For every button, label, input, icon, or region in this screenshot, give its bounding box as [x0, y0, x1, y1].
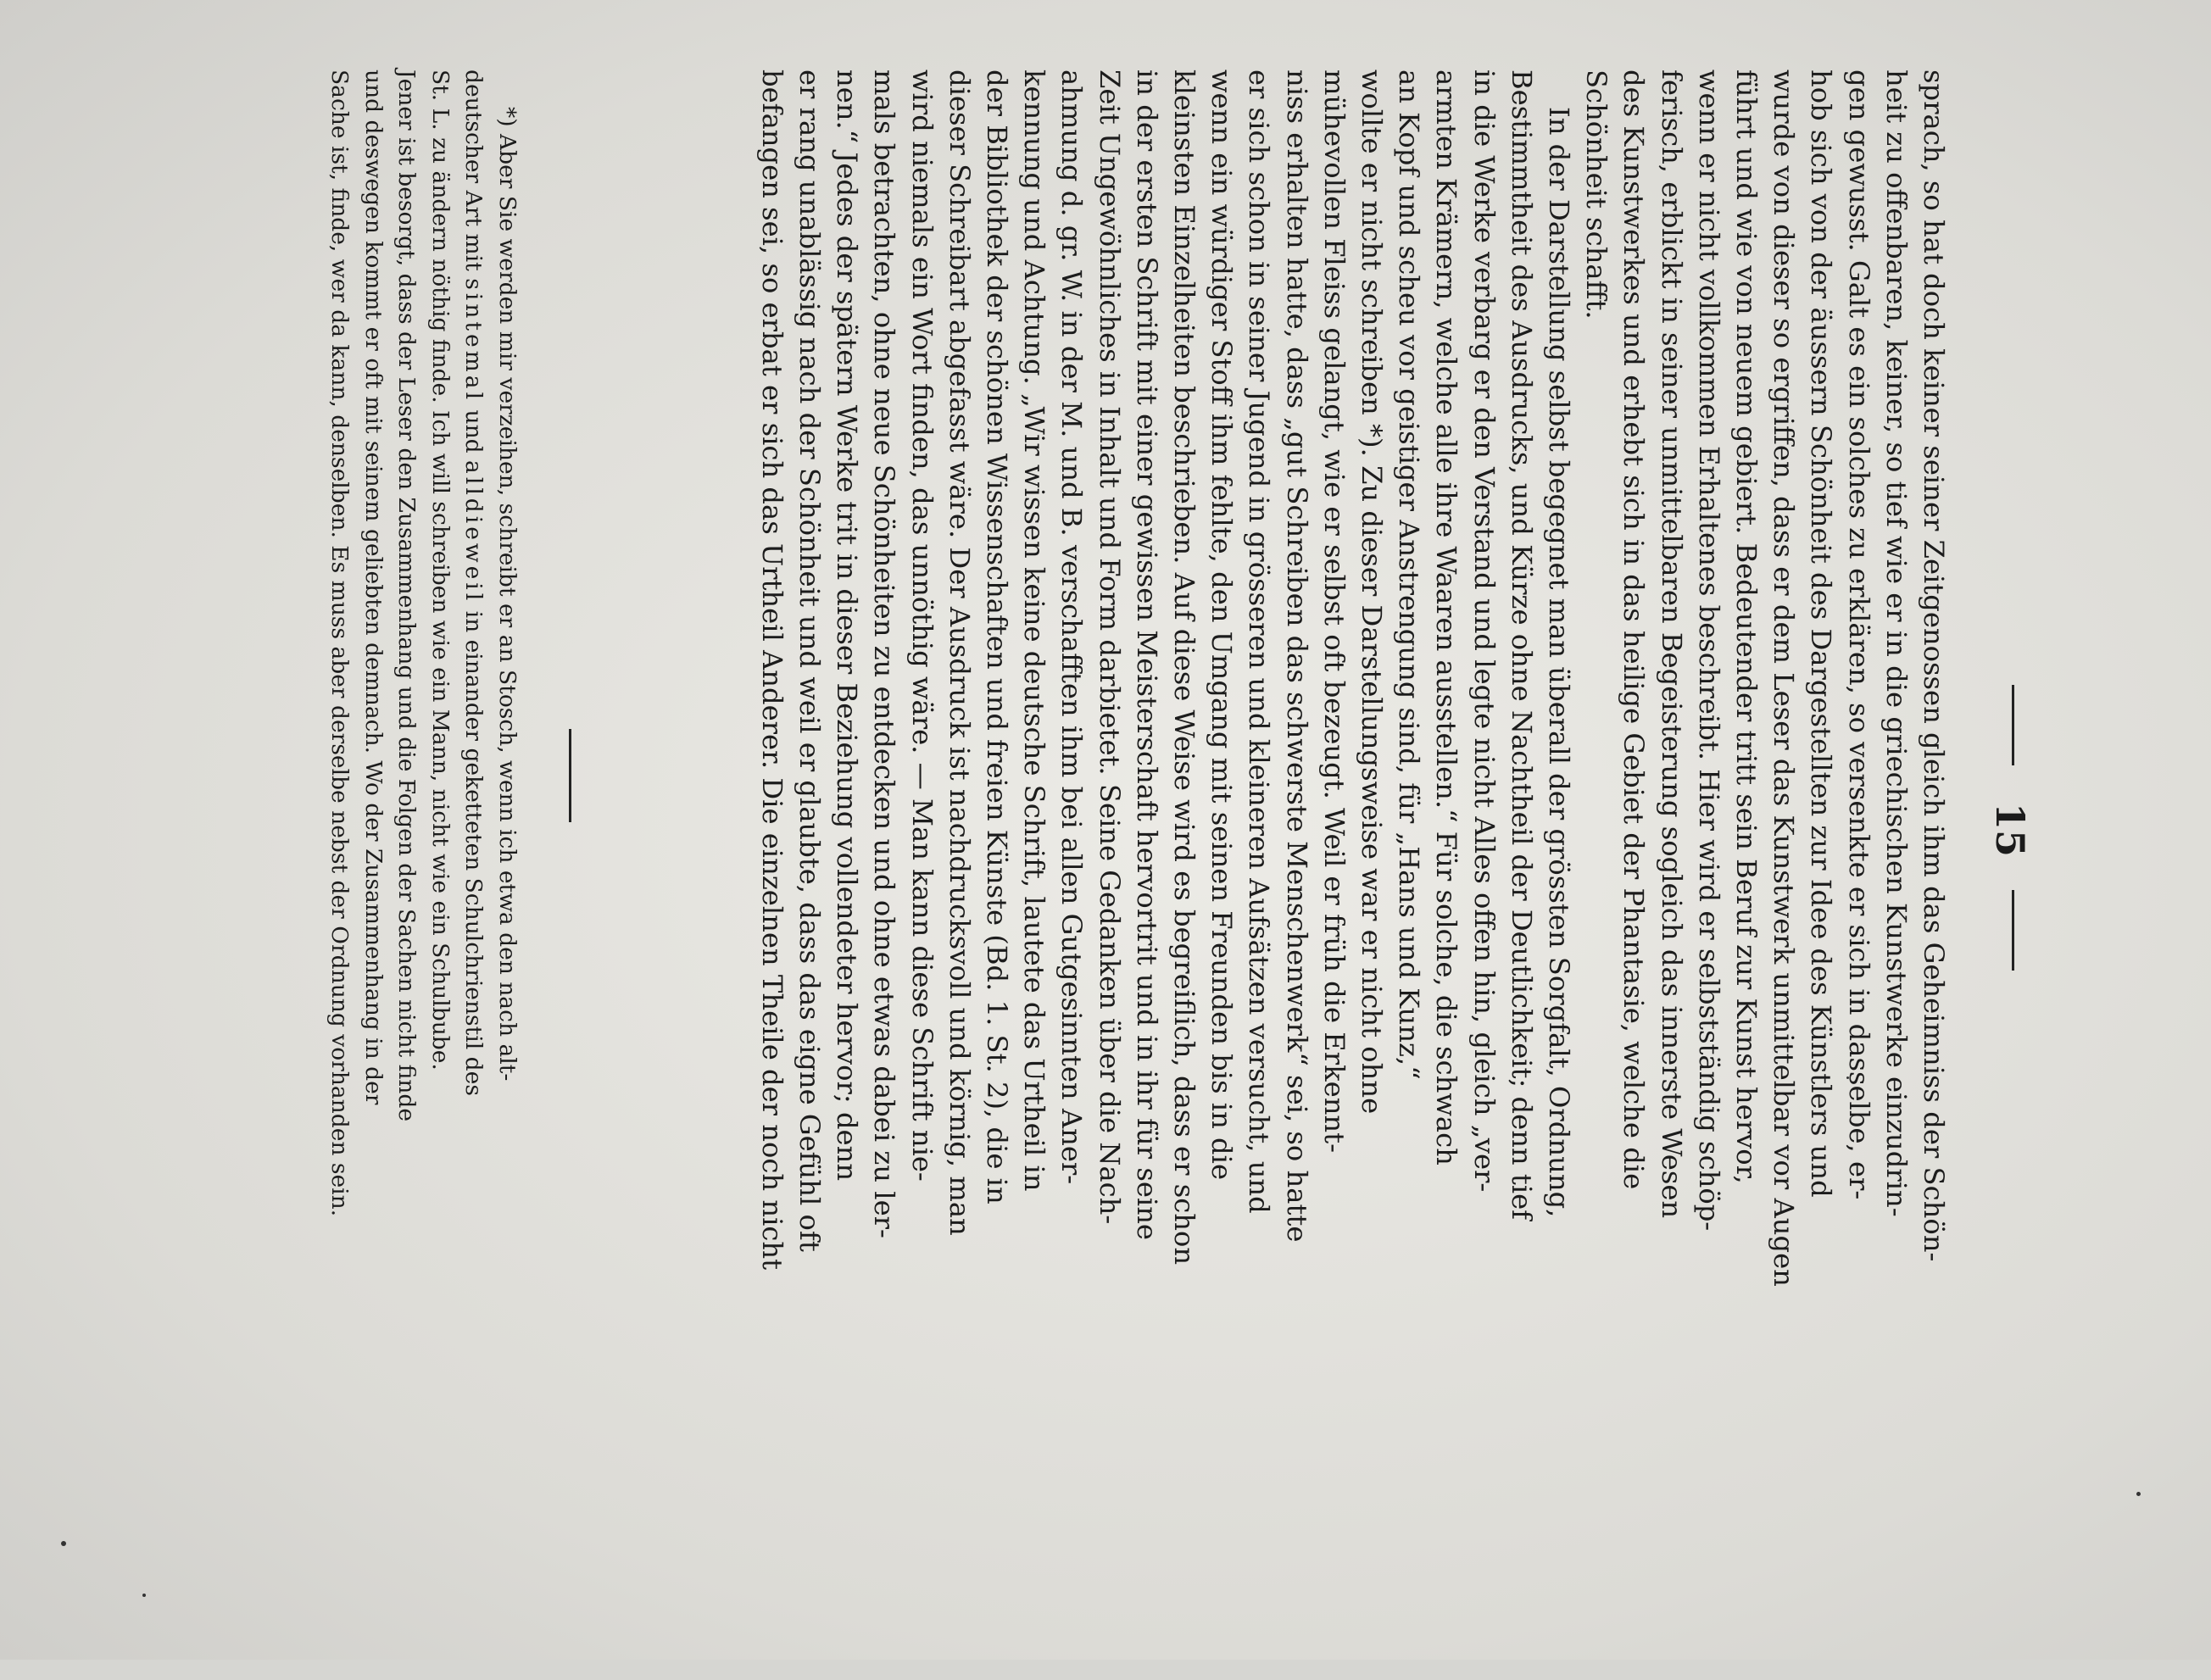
- text-line: befangen sei, so erbat er sich das Urtheil Anderer. Die einzelnen Theile der noch nicht: [755, 70, 788, 1271]
- footnote-fragment: in einander geketteten Schulchrienstil des: [460, 604, 487, 1096]
- body-text: [754, 70, 1953, 1680]
- text-line: er rang unablässig nach der Schönheit und weil er glaubte, dass das eigne Gefühl oft: [793, 70, 826, 1252]
- footnote: [323, 70, 524, 1680]
- text-line: Schönheit schafft.: [1580, 70, 1613, 320]
- footnote-fragment: und: [460, 403, 487, 461]
- footnote-line: [457, 70, 491, 1680]
- text-line: dieser Schreibart abgefasst wäre. Der Ausdruck ist nachdrucksvoll und körnig, man: [943, 70, 976, 1236]
- text-line: niss erhalten hatte, dass „gut Schreiben das schwerste Menschenwerk“ sei, so hatte: [1280, 70, 1313, 1243]
- footnote-fragment: deutscher Art mit: [460, 70, 487, 279]
- text-line: Bestimmtheit des Ausdrucks, und Kürze ohne Nachtheil der Deutlichkeit; denn tief: [1505, 70, 1538, 1221]
- text-line: in der ersten Schrift mit einer gewissen Meisterschaft hervortrit und in ihr für seine: [1130, 70, 1163, 1240]
- text-line: wird niemals ein Wort finden, das unnöthig wäre. — Man kann diese Schrift nie-: [905, 70, 938, 1182]
- footnote-line: *) Aber Sie werden mir verzeihen, schreibt er an Stosch, wenn ich etwa den nach alt-: [494, 107, 521, 1082]
- spaced-word: alldieweil: [460, 460, 487, 604]
- text-line: Zeit Ungewöhnliches in Inhalt und Form darbietet. Seine Gedanken über die Nach-: [1093, 70, 1126, 1225]
- text-line: armten Krämern, welche alle ihre Waaren ausstellen.“ Für solche, die schwach: [1430, 70, 1463, 1165]
- text-line: hob sich von der äussern Schönheit des Dargestellten zur Idee des Künstlers und: [1805, 70, 1838, 1198]
- text-line: heit zu offenbaren, keiner, so tief wie er in die griechischen Kunstwerke einzudrin-: [1880, 70, 1913, 1217]
- text-line: nen.“ Jedes der spätern Werke trit in dieser Beziehung vollendeter hervor; denn: [831, 70, 864, 1182]
- footnote-line: St. L. zu ändern nöthig finde. Ich will schreiben wie ein Mann, nicht wie ein Schulbube.: [427, 70, 454, 1071]
- text-line: wenn ein würdiger Stoff ihm fehlte, den Umgang mit seinen Freunden bis in die: [1206, 70, 1239, 1181]
- footnote-line: und deswegen kommt er oft mit seinem geliebten demnach. Wo der Zusammenhang in der: [360, 70, 387, 1105]
- footnote-line: Sache ist, finde, wer da kann, denselben. Es muss aber derselbe nebst der Ordnung vorhanden sein.: [326, 70, 354, 1217]
- text-line: wenn er nicht vollkommen Erhaltenes beschreibt. Hier wird er selbstständig schöp-: [1692, 70, 1725, 1232]
- text-line: an Kopf und scheu vor geistiger Anstrengung sind, für „Hans und Kunz,“: [1393, 70, 1426, 1080]
- footnote-separator: [569, 729, 571, 822]
- page-number-rule-left: [2012, 685, 2014, 765]
- spaced-word: sintemal: [460, 278, 487, 403]
- text-line: gen gewusst. Galt es ein solches zu erklären, so versenkte er sich in dasselbe, er-: [1842, 70, 1875, 1200]
- text-line: in die Werke verbarg er den Verstand und legte nicht Alles offen hin, gleich „ver-: [1468, 70, 1501, 1193]
- footnote-line: Jener ist besorgt, dass der Leser den Zusammenhang und die Folgen der Sachen nicht finde: [393, 70, 420, 1121]
- text-line: wurde von dieser so ergriffen, dass er dem Leser das Kunstwerk unmittelbar vor Augen: [1768, 70, 1801, 1287]
- text-line: sprach, so hat doch keiner seiner Zeitgenossen gleich ihm das Geheimniss der Schön-: [1918, 70, 1950, 1262]
- text-line: des Kunstwerkes und erhebt sich in das heilige Gebiet der Phantasie, welche die: [1618, 70, 1651, 1190]
- text-line: ahmung d. gr. W. in der M. und B. verschafften ihm bei allen Gutgesinnten Aner-: [1055, 70, 1089, 1185]
- text-line: führt und wie von neuem gebiert. Bedeutender tritt sein Beruf zur Kunst hervor,: [1729, 70, 1763, 1184]
- text-line: ferisch, erblickt in seiner unmittelbaren Begeisterung sogleich das innerste Wesen: [1655, 70, 1688, 1219]
- text-line: wollte er nicht schreiben *). Zu dieser Darstellungsweise war er nicht ohne: [1355, 70, 1388, 1115]
- page-number: 15: [1987, 802, 2033, 857]
- text-line: er sich schon in seiner Jugend in grösseren und kleineren Aufsätzen versucht, und: [1243, 70, 1276, 1214]
- text-line: der Bibliothek der schönen Wissenschaften und freien Künste (Bd. 1. St. 2), die in: [980, 70, 1013, 1204]
- paragraph-start-line: In der Darstellung selbst begegnet man überall der grössten Sorgfalt, Ordnung,: [1542, 107, 1575, 1218]
- text-line: mühevollen Fleiss gelangt, wie er selbst oft bezeugt. Weil er früh die Erkennt-: [1317, 70, 1351, 1153]
- text-line: kleinsten Einzelheiten beschrieben. Auf diese Weise wird es begreiflich, dass er schon: [1167, 70, 1200, 1266]
- page-number-rule-right: [2012, 890, 2014, 971]
- text-line: mals betrachten, ohne neue Schönheiten zu entdecken und ohne etwas dabei zu ler-: [868, 70, 901, 1238]
- text-line: kennung und Achtung. „Wir wissen keine deutsche Schrift, lautete das Urtheil in: [1018, 70, 1051, 1192]
